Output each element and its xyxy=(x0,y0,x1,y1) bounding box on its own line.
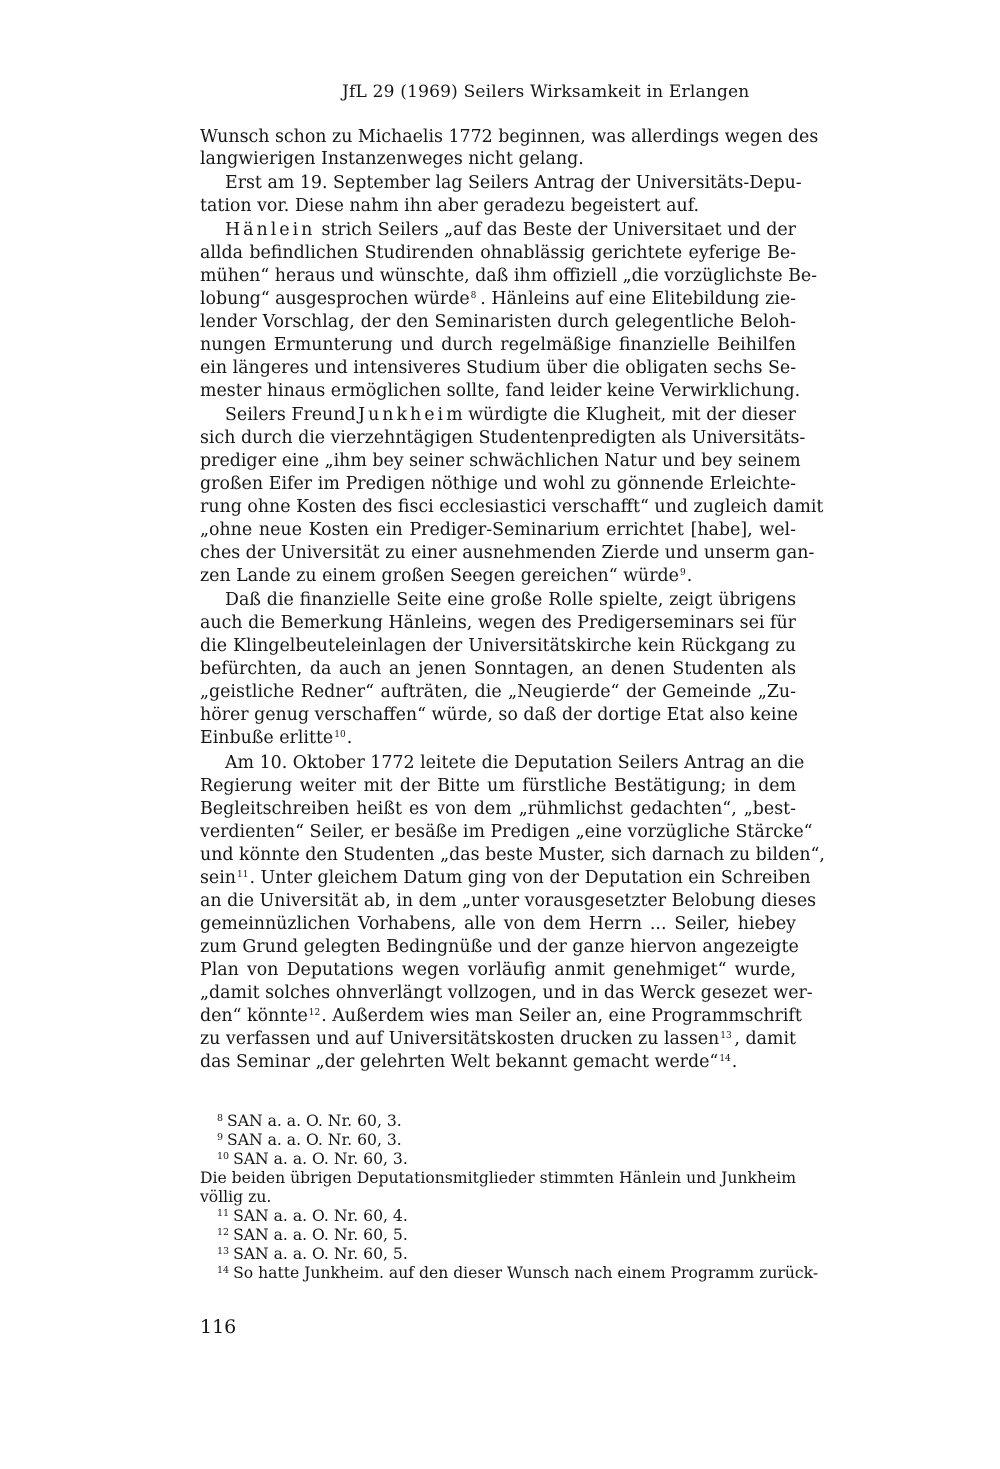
footnote-text: SAN a. a. O. Nr. 60, 3. xyxy=(227,1131,402,1149)
note-ref: 12 xyxy=(308,1008,321,1018)
body-line: „geistliche Redner“ aufträten, die „Neugierde“ der Gemeinde „Zu- xyxy=(200,682,796,702)
body-line: Regierung weiter mit der Bitte um fürstliche Bestätigung; in dem xyxy=(200,776,796,796)
spaced-name-junkheim: Junkheim xyxy=(358,405,466,425)
footnote-number: 14 xyxy=(217,1265,230,1276)
body-line: „ohne neue Kosten ein Prediger-Seminarium errichtet [habe], wel- xyxy=(200,520,796,540)
footnote-text: SAN a. a. O. Nr. 60, 5. xyxy=(233,1226,408,1244)
body-line: mester hinaus ermöglichen sollte, fand leider keine Verwirklichung. xyxy=(200,381,801,401)
footnote-continuation: Die beiden übrigen Deputationsmitglieder stimmten Hänlein und Junkheim xyxy=(200,1169,796,1187)
footnote-number: 8 xyxy=(217,1113,224,1124)
body-line-text: würdigte die Klugheit, mit der dieser xyxy=(468,405,796,425)
footnote-continuation: völlig zu. xyxy=(200,1188,272,1206)
footnote-text: So hatte Junkheim. auf den dieser Wunsch nach einem Programm zurück- xyxy=(233,1264,819,1282)
note-ref: 11 xyxy=(236,870,249,880)
body-line xyxy=(200,288,796,313)
footnote xyxy=(217,1150,796,1171)
footnote-number: 11 xyxy=(217,1208,230,1219)
footnote-number: 9 xyxy=(217,1132,224,1143)
body-line: Einbuße erlitte$^{10}$. xyxy=(200,728,353,748)
body-line: das Seminar „der gelehrten Welt bekannt gemacht werde“$^{14}$. xyxy=(200,1052,738,1072)
body-line xyxy=(200,1005,802,1030)
note-ref: 13 xyxy=(720,1031,732,1041)
body-line-text: , damit xyxy=(734,1029,796,1049)
footnote-text: SAN a. a. O. Nr. 60, 3. xyxy=(233,1150,408,1168)
footnote-number: 10 xyxy=(217,1151,230,1162)
body-line: lender Vorschlag, der den Seminaristen durch gelegentliche Beloh- xyxy=(200,312,796,332)
footnote xyxy=(217,1207,796,1228)
body-line-text: den“ könnte xyxy=(200,1006,308,1026)
footnote-number: 12 xyxy=(217,1227,230,1238)
body-line: zen Lande zu einem großen Seegen gereichen“ würde$^9$. xyxy=(200,566,693,586)
body-line xyxy=(225,219,796,241)
body-line: „damit solches ohnverlängt vollzogen, und in das Werck gesezet wer- xyxy=(200,983,813,1003)
body-line xyxy=(225,404,796,426)
note-ref: 14 xyxy=(719,1054,731,1064)
page-number: 116 xyxy=(200,1316,237,1338)
body-line: prediger eine „ihm bey seiner schwächlichen Natur und bey seinem xyxy=(200,451,801,471)
body-line-text: Einbuße erlitte xyxy=(200,728,334,748)
body-line: ches der Universität zu einer ausnehmenden Zierde und unserm gan- xyxy=(200,543,815,563)
body-line-text: strich Seilers „auf das Beste der Universitaet und der xyxy=(321,220,796,240)
footnote xyxy=(217,1245,796,1266)
body-line: zum Grund gelegten Bedingnüße und der ganze hiervon angezeigte xyxy=(200,937,799,957)
footnote xyxy=(217,1131,796,1152)
footnote xyxy=(217,1226,796,1247)
body-line: Wunsch schon zu Michaelis 1772 beginnen, was allerdings wegen des xyxy=(200,127,819,147)
body-line: großen Eifer im Predigen nöthige und wohl zu gönnende Erleichte- xyxy=(200,474,796,494)
body-line: und könnte den Studenten „das beste Muster, sich darnach zu bilden“, xyxy=(200,845,825,865)
spaced-name-haenlein: Hänlein xyxy=(225,220,316,240)
body-line-text: . Unter gleichem Datum ging von der Deputation ein Schreiben xyxy=(249,868,811,888)
body-line: befürchten, da auch an jenen Sonntagen, an denen Studenten als xyxy=(200,659,796,679)
body-line: sich durch die vierzehntägigen Studentenpredigten als Universitäts- xyxy=(200,428,806,448)
body-line: nungen Ermunterung und durch regelmäßige finanzielle Beihilfen xyxy=(200,335,796,355)
body-line: auch die Bemerkung Hänleins, wegen des Predigerseminars sei für xyxy=(200,613,796,633)
body-line: tation vor. Diese nahm ihn aber geradezu begeistert auf. xyxy=(200,196,700,216)
footnote-number: 13 xyxy=(217,1246,230,1257)
footnote-text: SAN a. a. O. Nr. 60, 5. xyxy=(233,1245,408,1263)
note-ref: 9 xyxy=(679,568,686,578)
body-line: Plan von Deputations wegen vorläufig anmit genehmiget“ wurde, xyxy=(200,960,796,980)
note-ref: 8 xyxy=(470,291,477,301)
body-line: mühen“ heraus und wünschte, daß ihm offiziell „die vorzüglichste Be- xyxy=(200,266,818,286)
body-line: Am 10. Oktober 1772 leitete die Deputation Seilers Antrag an die xyxy=(225,753,805,773)
body-line-text: zu verfassen und auf Universitätskosten drucken zu lassen xyxy=(200,1029,720,1049)
body-line: allda befindlichen Studirenden ohnablässig gerichtete eyferige Be- xyxy=(200,243,796,263)
body-line: langwierigen Instanzenweges nicht gelang. xyxy=(200,149,584,169)
body-line: an die Universität ab, in dem „unter vorausgesetzter Belobung dieses xyxy=(200,891,817,911)
body-line-text: lobung“ ausgesprochen würde xyxy=(200,289,470,309)
footnote-text: SAN a. a. O. Nr. 60, 4. xyxy=(233,1207,408,1225)
body-line: ein längeres und intensiveres Studium über die obligaten sechs Se- xyxy=(200,358,797,378)
footnote xyxy=(217,1112,796,1133)
body-line: rung ohne Kosten des fisci ecclesiastici verschafft“ und zugleich damit xyxy=(200,497,824,517)
body-line xyxy=(200,1028,796,1053)
body-line: Daß die finanzielle Seite eine große Rolle spielte, zeigt übrigens xyxy=(225,590,796,610)
body-line: die Klingelbeuteleinlagen der Universitätskirche kein Rückgang zu xyxy=(200,636,796,656)
body-line-text: sein xyxy=(200,868,236,888)
running-header: JfL 29 (1969) Seilers Wirksamkeit in Erlangen xyxy=(342,82,750,102)
body-line-text: Seilers Freund xyxy=(225,405,356,425)
body-line-text: . Hänleins auf eine Elitebildung zie- xyxy=(480,289,796,309)
footnote-text: SAN a. a. O. Nr. 60, 3. xyxy=(227,1112,402,1130)
body-line: verdienten“ Seiler, er besäße im Predigen „eine vorzügliche Stärcke“ xyxy=(200,822,813,842)
body-line-text: . Außerdem wies man Seiler an, eine Programmschrift xyxy=(321,1006,802,1026)
body-line: Erst am 19. September lag Seilers Antrag der Universitäts-Depu- xyxy=(225,173,802,193)
body-line: hörer genug verschaffen“ würde, so daß der dortige Etat also keine xyxy=(200,705,798,725)
body-line: Begleitschreiben heißt es von dem „rühmlichst gedachten“, „best- xyxy=(200,799,796,819)
body-line-text: das Seminar „der gelehrten Welt bekannt gemacht werde“ xyxy=(200,1052,719,1072)
note-ref: 10 xyxy=(334,730,346,740)
body-line-text: zen Lande zu einem großen Seegen gereichen“ würde xyxy=(200,566,679,586)
body-line: gemeinnüzlichen Vorhabens, alle von dem Herrn ... Seiler, hiebey xyxy=(200,914,796,934)
footnote xyxy=(217,1264,819,1285)
body-line xyxy=(200,867,811,892)
